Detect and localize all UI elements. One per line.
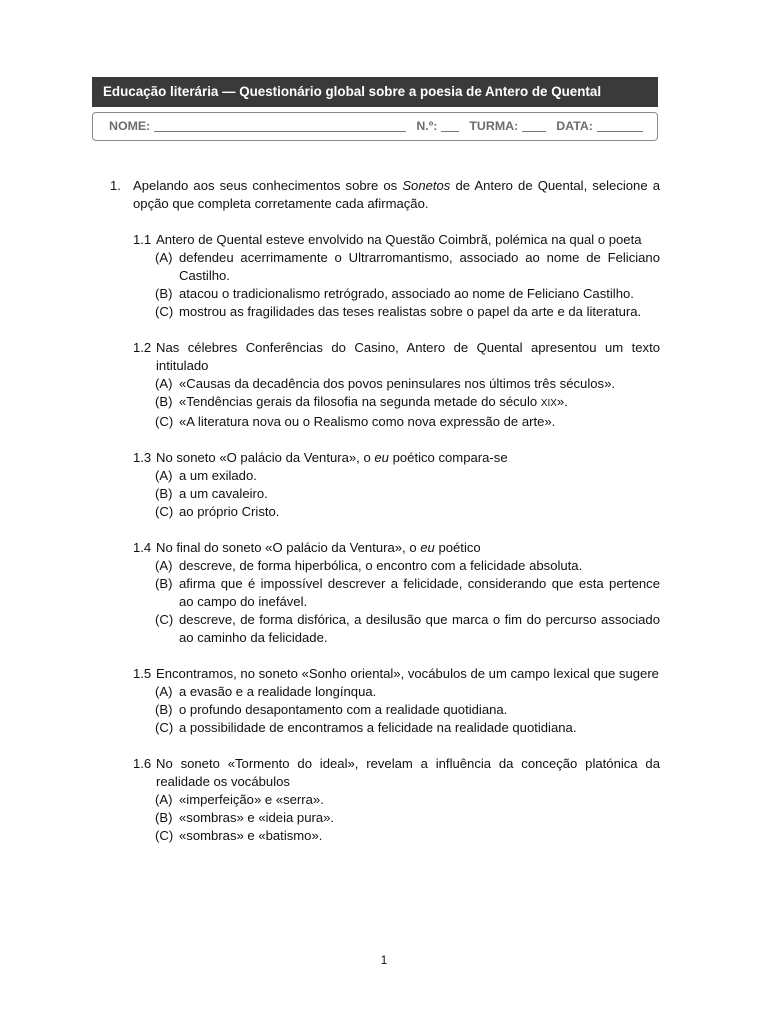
document-title: Educação literária — Questionário global sobre a poesia de Antero de Quental xyxy=(92,77,658,107)
question-1 xyxy=(110,177,660,213)
option-c[interactable] xyxy=(110,719,660,737)
option-letter: (C) xyxy=(155,504,174,519)
subquestion-number: 1.1 xyxy=(133,232,152,247)
option-letter: (A) xyxy=(155,558,173,573)
option-text: a um cavaleiro. xyxy=(179,486,268,501)
option-text: «sombras» e «ideia pura». xyxy=(179,810,335,825)
subquestion-stem: Encontramos, no soneto «Sonho oriental», vocábulos de um campo lexical que sugere xyxy=(156,666,659,681)
subquestion-number: 1.4 xyxy=(133,540,152,555)
subquestion-1-6 xyxy=(110,755,660,791)
option-b[interactable] xyxy=(110,701,660,719)
subquestion-stem: No soneto «O palácio da Ventura», o eu poético compara-se xyxy=(156,450,508,465)
option-letter: (C) xyxy=(155,414,174,429)
option-b[interactable] xyxy=(110,575,660,611)
option-text: «imperfeição» e «serra». xyxy=(179,792,324,807)
option-letter: (B) xyxy=(155,486,173,501)
option-c[interactable] xyxy=(110,413,660,431)
option-letter: (A) xyxy=(155,792,173,807)
option-letter: (A) xyxy=(155,376,173,391)
option-b[interactable] xyxy=(110,809,660,827)
question-number: 1. xyxy=(110,178,121,193)
option-a[interactable] xyxy=(110,467,660,485)
option-text: «Tendências gerais da filosofia na segunda metade do século XIX». xyxy=(179,394,568,409)
subquestion-stem: Antero de Quental esteve envolvido na Questão Coimbrã, polémica na qual o poeta xyxy=(156,232,642,247)
option-letter: (A) xyxy=(155,684,173,699)
question-text: Apelando aos seus conhecimentos sobre os Sonetos de Antero de Quental, selecione a opção que completa corretamente cada afirmação. xyxy=(133,178,660,211)
page-number: 1 xyxy=(380,953,388,967)
subquestion-1-2 xyxy=(110,339,660,375)
option-b[interactable] xyxy=(110,393,660,413)
name-field-label: NOME: xyxy=(109,119,151,133)
option-c[interactable] xyxy=(110,303,660,321)
option-text: ao próprio Cristo. xyxy=(179,504,280,519)
option-text: o profundo desapontamento com a realidade quotidiana. xyxy=(179,702,508,717)
option-c[interactable] xyxy=(110,611,660,647)
student-info-fields xyxy=(92,112,658,141)
date-field-label: DATA: xyxy=(556,119,593,133)
subquestion-1-3 xyxy=(110,449,660,467)
subquestion-stem: No final do soneto «O palácio da Ventura», o eu poético xyxy=(156,540,481,555)
class-field-label: TURMA: xyxy=(469,119,519,133)
option-text: descreve, de forma disfórica, a desilusão que marca o fim do percurso associado ao caminho da felicidade. xyxy=(179,612,660,645)
option-text: a possibilidade de encontramos a felicidade na realidade quotidiana. xyxy=(179,720,577,735)
option-text: «A literatura nova ou o Realismo como nova expressão de arte». xyxy=(179,414,556,429)
option-letter: (B) xyxy=(155,702,173,717)
question-content xyxy=(110,177,660,845)
subquestion-stem: Nas célebres Conferências do Casino, Antero de Quental apresentou um texto intitulado xyxy=(156,340,660,373)
option-a[interactable] xyxy=(110,683,660,701)
date-field-blank[interactable] xyxy=(597,117,643,132)
number-field-label: N.º: xyxy=(416,119,438,133)
option-text: descreve, de forma hiperbólica, o encontro com a felicidade absoluta. xyxy=(179,558,583,573)
option-a[interactable] xyxy=(110,791,660,809)
number-field-blank[interactable] xyxy=(441,117,459,132)
subquestion-1-5 xyxy=(110,665,660,683)
option-letter: (A) xyxy=(155,468,173,483)
option-c[interactable] xyxy=(110,503,660,521)
option-a[interactable] xyxy=(110,557,660,575)
option-letter: (C) xyxy=(155,304,174,319)
subquestion-number: 1.5 xyxy=(133,666,152,681)
subquestion-number: 1.6 xyxy=(133,756,152,771)
option-text: «Causas da decadência dos povos peninsulares nos últimos três séculos». xyxy=(179,376,615,391)
option-b[interactable] xyxy=(110,285,660,303)
option-text: atacou o tradicionalismo retrógrado, associado ao nome de Feliciano Castilho. xyxy=(179,286,634,301)
option-text: defendeu acerrimamente o Ultrarromantismo, associado ao nome de Feliciano Castilho. xyxy=(179,250,660,283)
subquestion-stem: No soneto «Tormento do ideal», revelam a influência da conceção platónica da realidade os vocábulos xyxy=(156,756,660,789)
subquestion-number: 1.2 xyxy=(133,340,152,355)
option-text: afirma que é impossível descrever a felicidade, considerando que esta pertence ao campo do inefável. xyxy=(179,576,660,609)
option-text: mostrou as fragilidades das teses realistas sobre o papel da arte e da literatura. xyxy=(179,304,642,319)
subquestion-1-1 xyxy=(110,231,660,249)
option-letter: (A) xyxy=(155,250,173,265)
option-c[interactable] xyxy=(110,827,660,845)
option-letter: (B) xyxy=(155,394,173,409)
option-a[interactable] xyxy=(110,249,660,285)
subquestion-1-4 xyxy=(110,539,660,557)
option-text: «sombras» e «batismo». xyxy=(179,828,323,843)
option-letter: (B) xyxy=(155,810,173,825)
option-text: a evasão e a realidade longínqua. xyxy=(179,684,377,699)
option-letter: (B) xyxy=(155,286,173,301)
class-field-blank[interactable] xyxy=(522,117,546,132)
name-field-blank[interactable] xyxy=(154,117,406,132)
option-letter: (C) xyxy=(155,720,174,735)
option-letter: (B) xyxy=(155,576,173,591)
subquestion-number: 1.3 xyxy=(133,450,152,465)
option-letter: (C) xyxy=(155,612,174,627)
option-text: a um exilado. xyxy=(179,468,257,483)
option-a[interactable] xyxy=(110,375,660,393)
option-b[interactable] xyxy=(110,485,660,503)
option-letter: (C) xyxy=(155,828,174,843)
